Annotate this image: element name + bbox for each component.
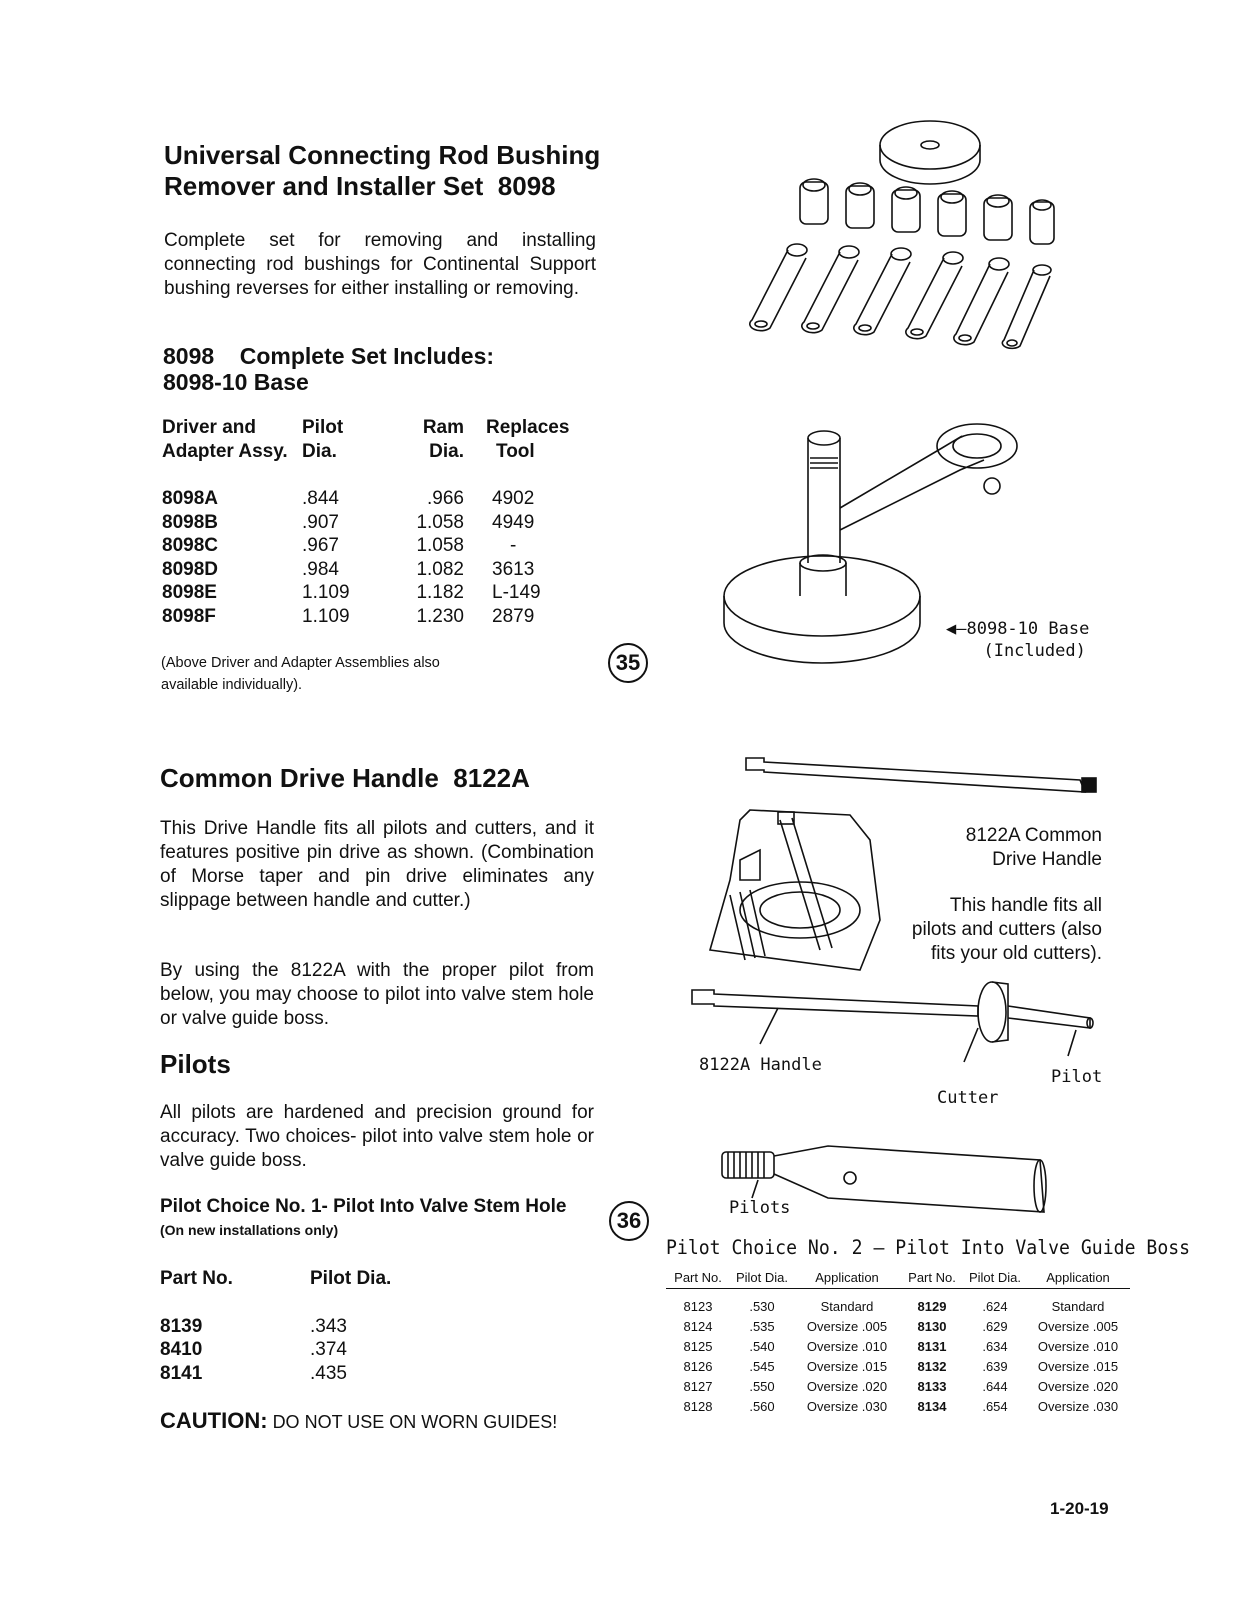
figure-number-36: 36 (609, 1201, 649, 1241)
cell-pilot: .907 (302, 511, 339, 533)
table-row (162, 511, 569, 535)
cell-dia: .644 (982, 1379, 1008, 1394)
table-row (162, 581, 569, 605)
th-dia: Pilot Dia. (310, 1268, 392, 1289)
cell-ram: 1.058 (416, 511, 464, 533)
th-tool-2: Tool (496, 440, 535, 462)
section1-title-line2: Remover and Installer Set 8098 (164, 171, 556, 201)
cell-app: Oversize .030 (806, 1399, 888, 1414)
cell-tool: 4902 (492, 488, 535, 509)
cell-dia: .530 (749, 1299, 775, 1314)
label-handle: 8122A Handle (699, 1055, 822, 1075)
base-label (946, 618, 1089, 662)
table-row (162, 487, 569, 511)
cell-dia: .535 (749, 1319, 775, 1334)
cell-app: Oversize .020 (1037, 1379, 1119, 1394)
caution-label: CAUTION: (160, 1408, 268, 1433)
cell-dia: .560 (749, 1399, 775, 1414)
table-row (666, 1377, 1130, 1397)
caution-text: DO NOT USE ON WORN GUIDES! (272, 1412, 558, 1432)
driver-adapter-table (162, 416, 569, 628)
th-app-1: Application (794, 1268, 900, 1289)
cell-tool: 4949 (492, 511, 535, 533)
th-pilot-1: Pilot (302, 417, 344, 438)
th-dia-1: Pilot Dia. (730, 1268, 794, 1289)
cell-app: Oversize .005 (1037, 1319, 1119, 1334)
cell-dia: .374 (310, 1339, 347, 1360)
cell-pilot: .844 (302, 488, 339, 509)
cell-part: 8126 (683, 1359, 713, 1374)
section1-title (164, 140, 634, 202)
cell-app: Oversize .010 (1037, 1339, 1119, 1354)
section1-includes (163, 343, 603, 395)
cell-assy: 8098D (162, 558, 218, 580)
table-row (666, 1297, 1130, 1317)
table-row (160, 1362, 430, 1386)
th-assy-1: Driver and (162, 417, 256, 438)
th-part: Part No. (160, 1268, 233, 1289)
handle-note-line1: This handle fits all (949, 895, 1102, 916)
cell-part: 8139 (160, 1315, 203, 1337)
th-ram-2: Dia. (429, 440, 464, 462)
cell-part: 8125 (683, 1339, 713, 1354)
arrow-left-icon: ◀— (946, 619, 967, 639)
table-row (160, 1315, 430, 1339)
pilot-choice2-title: Pilot Choice No. 2 — Pilot Into Valve Guide Boss (666, 1236, 1191, 1259)
cell-dia: .654 (982, 1399, 1008, 1414)
th-assy-2: Adapter Assy. (162, 440, 288, 462)
cell-assy: 8098C (162, 535, 218, 556)
pilot-choice1-sub: (On new installations only) (160, 1222, 339, 1238)
cell-app: Oversize .005 (806, 1319, 888, 1334)
table-row (162, 558, 569, 582)
cell-part: 8124 (683, 1319, 713, 1334)
cell-dia: .540 (749, 1339, 775, 1354)
note-line2: available individually). (161, 677, 303, 693)
cell-assy: 8098A (162, 488, 218, 509)
cell-part: 8141 (160, 1362, 203, 1384)
table-row (666, 1337, 1130, 1357)
handle-caption-line2: Drive Handle (992, 849, 1102, 870)
drive-handle-illustration (740, 750, 1110, 800)
section2-title: Common Drive Handle 8122A (160, 763, 530, 793)
cell-part: 8129 (917, 1299, 947, 1314)
cell-tool: L-149 (492, 582, 541, 603)
bushing-set-illustration (740, 100, 1080, 360)
cell-assy: 8098F (162, 605, 216, 627)
note-line1: (Above Driver and Adapter Assemblies also (161, 655, 440, 671)
pilots-title: Pilots (160, 1049, 231, 1079)
th-part-2: Part No. (900, 1268, 964, 1289)
handle-caption (900, 824, 1102, 872)
cell-tool: 3613 (492, 558, 535, 580)
cell-ram: .966 (427, 488, 464, 509)
pilot-choice1-title: Pilot Choice No. 1- Pilot Into Valve Stem Hole (160, 1196, 567, 1217)
table-row (666, 1317, 1130, 1337)
cell-tool: 2879 (492, 605, 535, 627)
label-pilot: Pilot (1051, 1067, 1103, 1087)
base-label-line2: (Included) (983, 641, 1086, 661)
cell-pilot: .967 (302, 535, 339, 556)
cell-app: Standard (820, 1299, 874, 1314)
label-pilots: Pilots (729, 1198, 791, 1218)
includes-line2: 8098-10 Base (163, 369, 309, 395)
cell-app: Standard (1051, 1299, 1105, 1314)
cell-tool: - (510, 535, 517, 556)
th-part-1: Part No. (666, 1268, 730, 1289)
cell-app: Oversize .015 (806, 1359, 888, 1374)
base-label-line1: 8098-10 Base (966, 619, 1090, 639)
cell-pilot: .984 (302, 558, 339, 580)
cell-app: Oversize .030 (1037, 1399, 1119, 1414)
cell-dia: .545 (749, 1359, 775, 1374)
table-row (162, 534, 569, 558)
cell-dia: .624 (982, 1299, 1008, 1314)
cell-dia: .435 (310, 1362, 347, 1384)
cell-part: 8131 (917, 1339, 947, 1354)
th-tool-1: Replaces (486, 417, 570, 438)
caution (160, 1407, 557, 1436)
cell-app: Oversize .020 (806, 1379, 888, 1394)
includes-line1: 8098 Complete Set Includes: (163, 343, 495, 369)
cell-part: 8123 (683, 1299, 713, 1314)
cell-dia: .629 (982, 1319, 1008, 1334)
cell-assy: 8098E (162, 582, 217, 603)
cell-ram: 1.058 (416, 535, 464, 556)
cell-part: 8410 (160, 1339, 203, 1360)
pilot-choice2-table (666, 1268, 1130, 1417)
cell-part: 8133 (917, 1379, 947, 1394)
cell-pilot: 1.109 (302, 605, 350, 627)
handle-note-line2: pilots and cutters (also (911, 919, 1102, 940)
section1-description: Complete set for removing and installing connecting rod bushings for Continental Support bushing reverses for either installing or removing. (164, 230, 596, 299)
cell-app: Oversize .010 (806, 1339, 888, 1354)
cell-dia: .634 (982, 1339, 1008, 1354)
cell-ram: 1.082 (416, 558, 464, 580)
label-cutter: Cutter (937, 1088, 999, 1108)
cell-ram: 1.182 (416, 582, 464, 603)
th-pilot-2: Dia. (302, 440, 337, 462)
th-dia-2: Pilot Dia. (964, 1268, 1026, 1289)
cell-assy: 8098B (162, 511, 218, 533)
cell-part: 8127 (683, 1379, 713, 1394)
section1-title-line1: Universal Connecting Rod Bushing (164, 140, 601, 170)
table-row (666, 1397, 1130, 1417)
cell-part: 8134 (917, 1399, 947, 1414)
th-ram-1: Ram (422, 417, 464, 438)
th-app-2: Application (1026, 1268, 1130, 1289)
table-row (666, 1357, 1130, 1377)
cell-pilot: 1.109 (302, 582, 350, 603)
cell-part: 8132 (917, 1359, 947, 1374)
handle-caption-line1: 8122A Common (965, 825, 1102, 846)
section2-para1: This Drive Handle fits all pilots and cutters, and it features positive pin drive as shown. (Combination of Morse taper and pin drive eliminates any slippage between handle and cutter.) (160, 818, 594, 911)
page-number: 1-20-19 (1050, 1499, 1109, 1518)
pilots-description: All pilots are hardened and precision ground for accuracy. Two choices- pilot into valve stem hole or valve guide boss. (160, 1102, 594, 1171)
table-row (162, 605, 569, 629)
cell-dia: .639 (982, 1359, 1008, 1374)
handle-note-line3: fits your old cutters). (930, 943, 1102, 964)
pilot-choice1-table (160, 1267, 430, 1385)
cell-part: 8130 (917, 1319, 947, 1334)
section2-para2: By using the 8122A with the proper pilot from below, you may choose to pilot into valve stem hole or valve guide boss. (160, 960, 594, 1029)
figure-number-35: 35 (608, 643, 648, 683)
cutter-pin-drive-illustration (700, 800, 900, 980)
table-row (160, 1338, 430, 1362)
cell-app: Oversize .015 (1037, 1359, 1119, 1374)
handle-note (880, 894, 1102, 966)
cell-part: 8128 (683, 1399, 713, 1414)
cell-dia: .550 (749, 1379, 775, 1394)
cell-dia: .343 (310, 1315, 347, 1337)
section1-note (161, 652, 440, 696)
cell-ram: 1.230 (416, 605, 464, 627)
